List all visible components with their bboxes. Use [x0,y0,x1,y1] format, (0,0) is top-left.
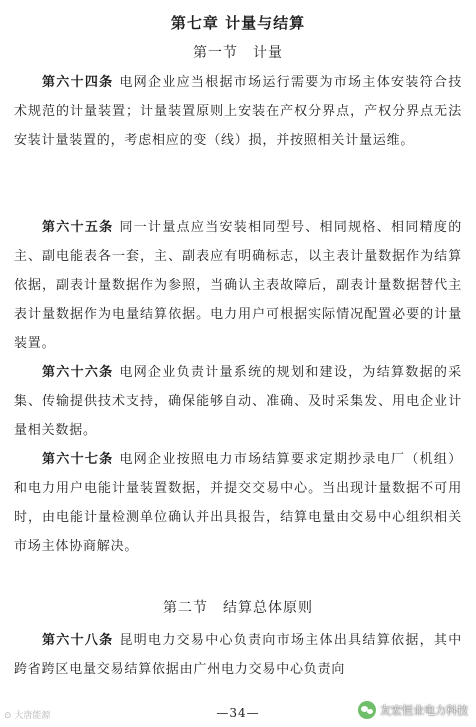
article-68 [14,626,462,684]
article-text: 同一计量点应当安装相同型号、相同规格、相同精度的主、副电能表各一套，主、副表应有明确标志，以主表计量数据作为结算依据，副表计量数据作为参照，当确认主表故障后，副表计量数据替代主表计量数据作为电量结算依据。电力用户可根据实际情况配置必要的计量装置。 [14,220,462,351]
article-64 [14,68,462,155]
article-text: 昆明电力交易中心负责向市场主体出具结算依据，其中跨省跨区电量交易结算依据由广州电力交易中心负责向 [14,633,462,677]
page-number: —34— [216,706,260,720]
article-number: 第六十八条 [42,633,114,648]
watermark-account-name: 友宏恒业电力科技 [380,704,468,717]
article-text: 电网企业应当根据市场运行需要为市场主体安装符合技术规范的计量装置；计量装置原则上安装在产权分界点，产权分界点无法安装计量装置的，考虑相应的变（线）损，并按照相关计量运维。 [14,75,462,148]
article-66 [14,358,462,445]
article-text: 电网企业负责计量系统的规划和建设，为结算数据的采集、传输提供技术支持，确保能够自动、准确、及时采集发、用电企业计量相关数据。 [14,365,462,438]
section-title-metering: 第一节 计量 [193,45,283,61]
article-67 [14,445,462,561]
chapter-title: 第七章 计量与结算 [170,14,306,32]
source-watermark [4,708,50,721]
account-watermark [358,699,468,721]
article-number: 第六十四条 [42,75,114,90]
article-number: 第六十五条 [42,220,114,235]
watermark-text: ⊙ 大唐能源 [4,711,51,721]
article-number: 第六十六条 [42,365,114,380]
section-title-settlement: 第二节 结算总体原则 [163,600,313,616]
article-number: 第六十七条 [42,452,114,467]
chat-bubble-icon [358,701,376,719]
article-text: 电网企业按照电力市场结算要求定期抄录电厂（机组）和电力用户电能计量装置数据，并提交交易中心。当出现计量数据不可用时，由电能计量检测单位确认并出具报告，结算电量由交易中心组织相关市场主体协商解决。 [14,452,462,554]
article-65 [14,213,462,358]
